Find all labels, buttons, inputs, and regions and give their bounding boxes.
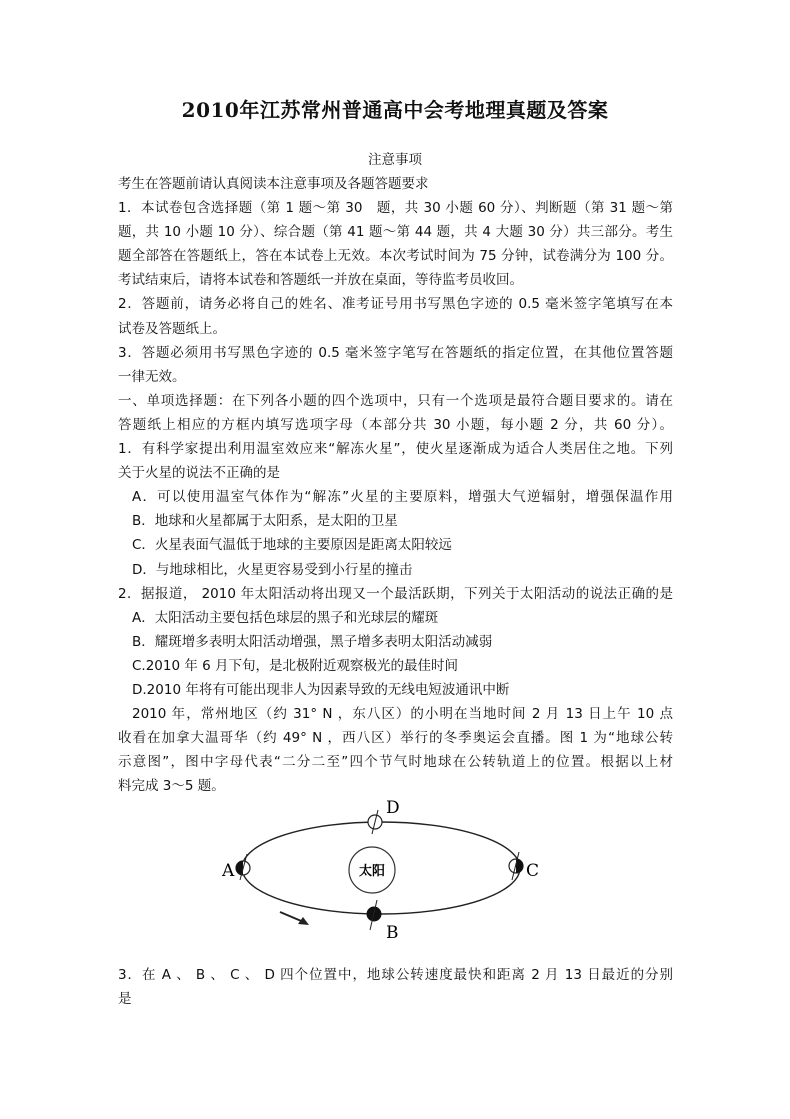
text-line: D.2010 年将有可能出现非人为因素导致的无线电短波通讯中断 — [132, 681, 510, 698]
label-b: B — [386, 923, 399, 943]
text-line: 3．在 A 、 B 、 C 、 D 四个位置中，地球公转速度最快和距离 2 月 13 日最近的分别 — [118, 967, 673, 983]
text-line: 考试结束后，请将本试卷和答题纸一并放在桌面，等待监考员收回。 — [118, 272, 523, 289]
sun — [349, 847, 395, 893]
direction-arrow-icon — [280, 912, 309, 925]
text-line: 是 — [118, 991, 132, 1008]
document-body — [118, 172, 673, 798]
text-line: 2．答题前，请务必将自己的姓名、准考证号用书写黑色字迹的 0.5 毫米签字笔填写在本 — [118, 296, 673, 313]
question-3 — [118, 963, 673, 1011]
earth-position-a — [221, 854, 250, 881]
text-line: C．火星表面气温低于地球的主要原因是距离太阳较远 — [132, 537, 452, 554]
text-line: 一律无效。 — [118, 368, 186, 385]
text-line: 示意图”，图中字母代表“二分二至”四个节气时地球在公转轨道上的位置。根据以上材 — [118, 754, 673, 771]
text-line: 1．有科学家提出利用温室效应来“解冻火星”，使火星逐渐成为适合人类居住之地。下列 — [118, 441, 673, 458]
notice-heading: 注意事项 — [368, 152, 422, 168]
text-line: D．与地球相比，火星更容易受到小行星的撞击 — [132, 561, 413, 578]
text-line: 料完成 3～5 题。 — [118, 778, 225, 795]
earth-position-d — [368, 798, 400, 834]
text-line: B．耀斑增多表明太阳活动增强，黑子增多表明太阳活动减弱 — [132, 633, 493, 650]
text-line: 题全部答在答题纸上，答在本试卷上无效。本次考试时间为 75 分钟，试卷满分为 100 分。 — [118, 248, 673, 265]
earth-position-c — [509, 852, 539, 881]
text-line: C.2010 年 6 月下旬，是北极附近观察极光的最佳时间 — [132, 657, 459, 674]
earth-position-b — [367, 900, 399, 943]
label-c: C — [526, 861, 540, 881]
text-line: 答题纸上相应的方框内填写选项字母（本部分共 30 小题，每小题 2 分，共 60 分）。 — [118, 416, 673, 433]
sun-label: 太阳 — [358, 864, 386, 879]
text-line: 2010 年，常州地区（约 31° N ，东八区）的小明在当地时间 2 月 13 日上午 10 点 — [132, 706, 673, 723]
text-line: 3．答题必须用书写黑色字迹的 0.5 毫米签字笔写在答题纸的指定位置，在其他位置答题 — [118, 344, 673, 361]
text-line: 收看在加拿大温哥华（约 49° N ，西八区）举行的冬季奥运会直播。图 1 为“地球公转 — [118, 730, 673, 747]
label-a: A — [222, 861, 235, 881]
text-line: B．地球和火星都属于太阳系，是太阳的卫星 — [132, 513, 398, 530]
text-line: 考生在答题前请认真阅读本注意事项及各题答题要求 — [118, 176, 429, 192]
label-d: D — [386, 798, 400, 818]
text-line: 关于火星的说法不正确的是 — [118, 465, 280, 482]
text-line: 一、单项选择题：在下列各小题的四个选项中，只有一个选项是最符合题目要求的。请在 — [118, 392, 673, 409]
text-line: A．可以使用温室气体作为“解冻”火星的主要原料，增强大气逆辐射，增强保温作用 — [132, 489, 673, 506]
text-line: 试卷及答题纸上。 — [118, 320, 226, 337]
text-line: 2．据报道， 2010 年太阳活动将出现又一个最活跃期，下列关于太阳活动的说法正确的是 — [118, 585, 673, 602]
text-line: A．太阳活动主要包括色球层的黑子和光球层的耀斑 — [132, 609, 439, 626]
text-line: 1．本试卷包含选择题（第 1 题～第 30 题，共 30 小题 60 分）、判断题（第 31 题～第 — [118, 200, 673, 217]
document-title: 2010年江苏常州普通高中会考地理真题及答案 — [181, 98, 609, 122]
earth-orbit-diagram — [210, 790, 560, 950]
text-line: 题，共 10 小题 10 分）、综合题（第 41 题～第 44 题，共 4 大题 30 分）共三部分。考生 — [118, 224, 673, 241]
